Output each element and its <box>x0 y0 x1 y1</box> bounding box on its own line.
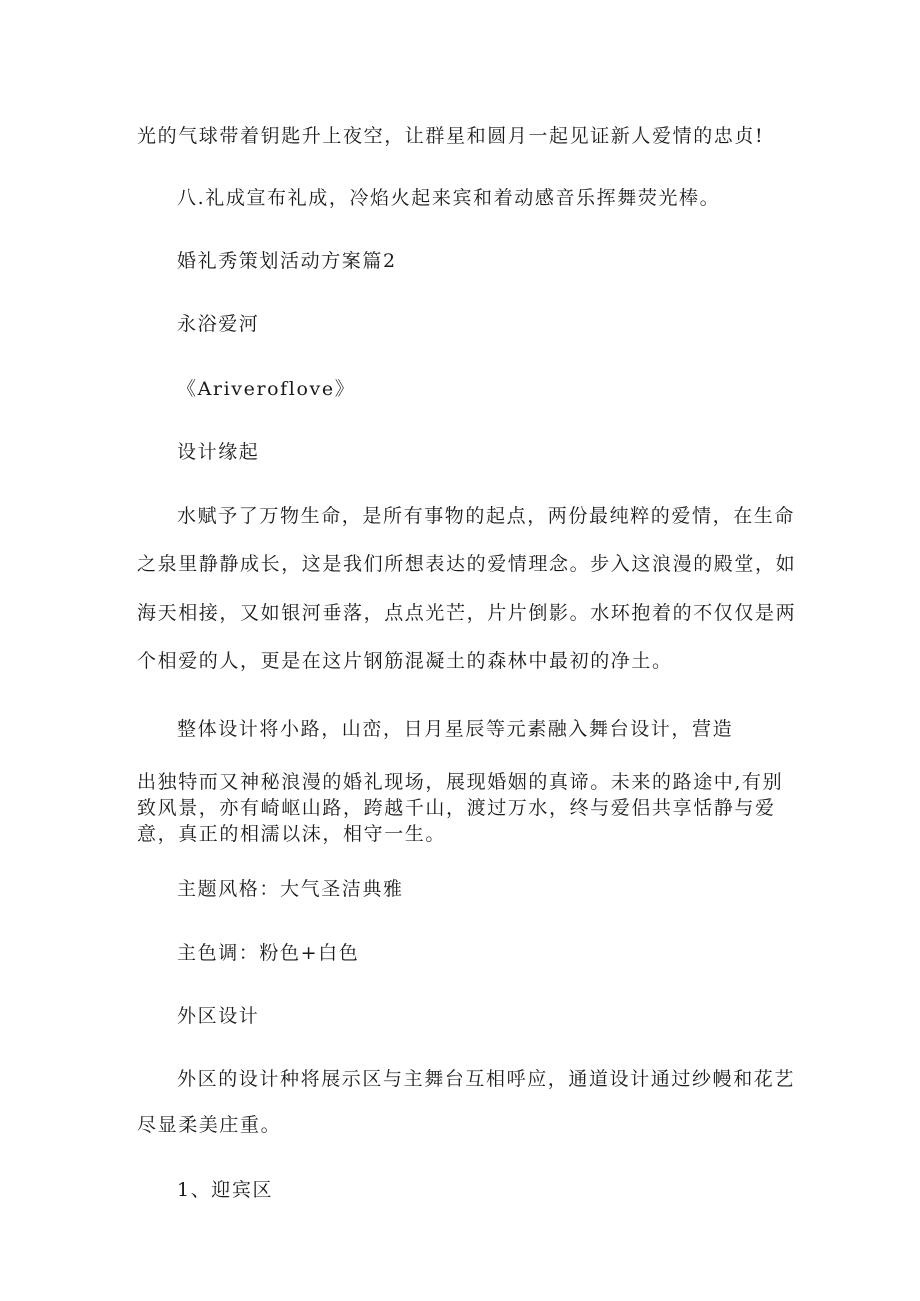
paragraph-line: 之泉里静静成长，这是我们所想表达的爱情理念。步入这浪漫的殿堂，如 <box>137 553 797 575</box>
list-item-welcome-area: 1、迎宾区 <box>177 1179 274 1201</box>
paragraph-line: 海天相接，又如银河垂落，点点光芒，片片倒影。水环抱着的不仅仅是两 <box>137 602 797 624</box>
theme-style-line: 主题风格：大气圣洁典雅 <box>177 878 404 900</box>
paragraph-line: 整体设计将小路，山峦，日月星辰等元素融入舞台设计，营造 <box>177 718 734 740</box>
theme-english-title: 《Ariveroflove》 <box>177 378 356 400</box>
paragraph-line: 致风景，亦有崎岖山路，跨越千山，渡过万水，终与爱侣共享恬静与爱 <box>137 797 776 819</box>
paragraph-line: 意，真正的相濡以沫，相守一生。 <box>137 823 447 845</box>
paragraph-line: 个相爱的人，更是在这片钢筋混凝土的森林中最初的净土。 <box>137 650 673 672</box>
paragraph-line: 尽显柔美庄重。 <box>137 1114 282 1136</box>
section-heading: 婚礼秀策划活动方案篇2 <box>177 250 397 272</box>
theme-title: 永浴爱河 <box>177 313 260 335</box>
paragraph-line: 外区的设计种将展示区与主舞台互相呼应，通道设计通过纱幔和花艺 <box>177 1068 796 1090</box>
subheading-design-origin: 设计缘起 <box>177 441 260 463</box>
paragraph-line: 光的气球带着钥匙升上夜空，让群星和圆月一起见证新人爱情的忠贞! <box>137 125 765 147</box>
paragraph-line: 水赋予了万物生命，是所有事物的起点，两份最纯粹的爱情，在生命 <box>177 505 796 527</box>
main-color-line: 主色调：粉色+白色 <box>177 942 360 964</box>
subheading-outer-area: 外区设计 <box>177 1005 260 1027</box>
step-eight-line: 八.礼成宣布礼成，冷焰火起来宾和着动感音乐挥舞荧光棒。 <box>177 187 721 209</box>
paragraph-line: 出独特而又神秘浪漫的婚礼现场，展现婚姻的真谛。未来的路途中,有别 <box>137 771 784 793</box>
